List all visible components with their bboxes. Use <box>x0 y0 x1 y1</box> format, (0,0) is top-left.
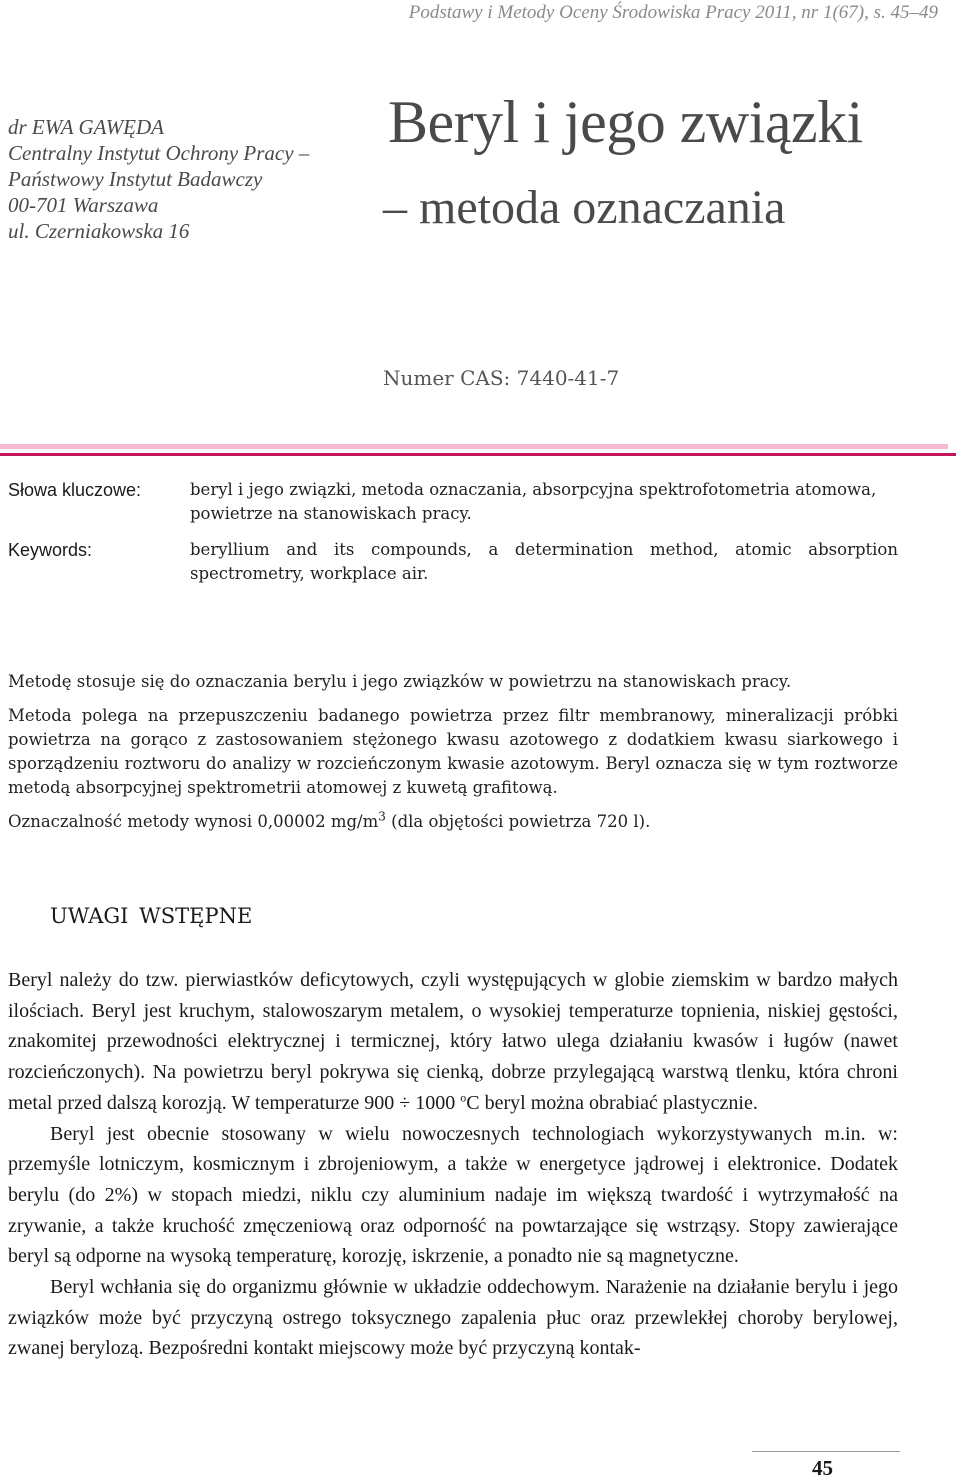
page-number: 45 <box>812 1456 833 1480</box>
body-text-end: C beryl można obrabiać plastycznie. <box>466 1091 758 1114</box>
cas-number: Numer CAS: 7440-41-7 <box>383 366 620 390</box>
keywords-pl-label: Słowa kluczowe: <box>8 480 142 500</box>
superscript: 3 <box>378 809 386 824</box>
divider-pink <box>0 444 948 449</box>
abstract-paragraph <box>8 810 898 834</box>
body-paragraph: Beryl wchłania się do organizmu głównie w układzie oddechowym. Narażenie na działanie berylu i jego związków może być przyczyną ostrego toksycznego zapalenia płuc oraz przewlekłej choroby berylowej, zwanej berylozą. Bezpośredni kontakt miejscowy może być przyczyną kontak- <box>8 1276 898 1360</box>
keywords-en-text: beryllium and its compounds, a determination method, atomic absorption spectrometry, workplace air. <box>190 540 898 583</box>
section-heading: UWAGI WSTĘPNE <box>50 904 253 928</box>
abstract-paragraph: Metoda polega na przepuszczeniu badanego powietrza przez filtr membranowy, mineralizacji próbki powietrza na gorąco z zastosowaniem stężonego kwasu azotowego z dodatkiem kwasu siarkowego i sporządzeniu roztworu do analizy w rozcieńczonym kwasie azotowym. Beryl oznacza się w tym roztworze metodą absorpcyjnej spektrometrii atomowej z kuwetą grafitową. <box>8 706 898 797</box>
author-name: dr EWA GAWĘDA <box>8 115 165 139</box>
journal-header: Podstawy i Metody Oceny Środowiska Pracy 2011, nr 1(67), s. 45–49 <box>408 2 938 23</box>
abstract <box>8 670 898 844</box>
article-subtitle: – metoda oznaczania <box>383 181 786 234</box>
author-affiliation-line: Centralny Instytut Ochrony Pracy – <box>8 141 310 165</box>
author-affiliation-line: Państwowy Instytut Badawczy <box>8 167 263 191</box>
detection-limit-text: Oznaczalność metody wynosi 0,00002 mg/m <box>8 812 379 831</box>
keywords-pl-text: beryl i jego związki, metoda oznaczania, absorpcyjna spektrofotometria atomowa, powietrze na stanowiskach pracy. <box>190 480 877 523</box>
body-text: Beryl należy do tzw. pierwiastków deficytowych, czyli występujących w globie ziemskim w bardzo małych ilościach. Beryl jest kruchym, stalowoszarym metalem, o wysokiej temperaturze topnienia, niskiej gęstości, znakomitej przewodności elektrycznej i termicznej, który łatwo ulega działaniu kwasów i ługów (nawet rozcieńczonych). Na powietrzu beryl pokrywa się cienką, dobrze przylegającą warstwą tlenku, która chroni metal przed dalszą korozją. W temperaturze 900 ÷ 1000 <box>8 969 898 1114</box>
article-title: Beryl i jego związki <box>388 89 863 155</box>
abstract-paragraph: Metodę stosuje się do oznaczania berylu i jego związków w powietrzu na stanowiskach pracy. <box>8 672 792 691</box>
author-address-line: 00-701 Warszawa <box>8 193 159 217</box>
section-body <box>8 965 898 1364</box>
author-block <box>8 114 309 244</box>
keywords-en-label: Keywords: <box>8 540 93 560</box>
body-paragraph: Beryl jest obecnie stosowany w wielu nowoczesnych technologiach wykorzystywanych m.in. w: przemyśle lotniczym, kosmicznym i zbrojeniowym, a także w energetyce jądrowej i elektronice. Dodatek berylu (do 2%) w stopach miedzi, niklu czy aluminium nadaje im większą twardość i wytrzymałość na zrywanie, a także kruchość zmęczeniową oraz odporność na powtarzające się wstrząsy. Stopy zawierające beryl są odporne na wysoką temperaturę, korozję, iskrzenie, a ponadto nie są magnetyczne. <box>8 1122 898 1268</box>
body-paragraph <box>8 965 898 1119</box>
detection-limit-text-end: (dla objętości powietrza 720 l). <box>385 812 651 831</box>
degree-superscript: o <box>460 1090 467 1105</box>
divider-magenta <box>0 453 956 456</box>
footer-rule <box>752 1451 900 1452</box>
author-address-line: ul. Czerniakowska 16 <box>8 219 190 243</box>
